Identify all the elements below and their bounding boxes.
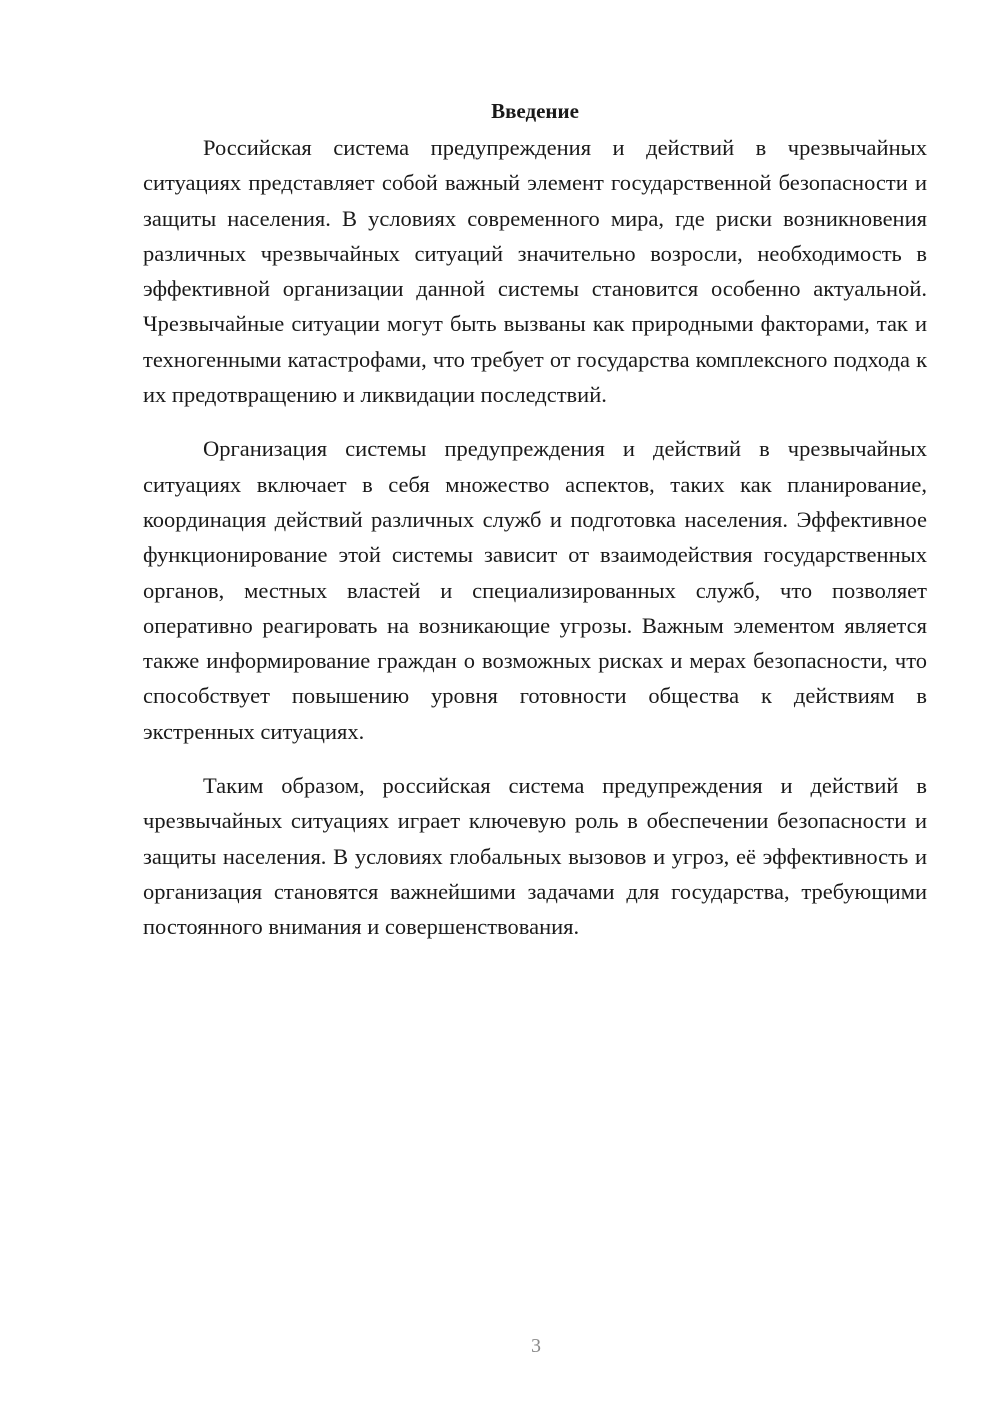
section-heading: Введение (491, 99, 579, 123)
paragraph-3: Таким образом, российская система предупреждения и действий в чрезвычайных ситуациях играет ключевую роль в обеспечении безопасности и защиты населения. В условиях глобальных вызовов и угроз, её эффективность и организация становятся важнейшими задачами для государства, требующими постоянного внимания и совершенствования. (143, 773, 927, 940)
paragraph-1: Российская система предупреждения и действий в чрезвычайных ситуациях представляет собой важный элемент государственной безопасности и защиты населения. В условиях современного мира, где риски возникновения различных чрезвычайных ситуаций значительно возросли, необходимость в эффективной организации данной системы становится особенно актуальной. Чрезвычайные ситуации могут быть вызваны как природными факторами, так и техногенными катастрофами, что требует от государства комплексного подхода к их предотвращению и ликвидации последствий. (143, 135, 927, 408)
page-number: 3 (531, 1335, 541, 1357)
page-content (143, 96, 927, 964)
paragraph-2: Организация системы предупреждения и действий в чрезвычайных ситуациях включает в себя множество аспектов, таких как планирование, координация действий различных служб и подготовка населения. Эффективное функционирование этой системы зависит от взаимодействия государственных органов, местных властей и специализированных служб, что позволяет оперативно реагировать на возникающие угрозы. Важным элементом является также информирование граждан о возможных рисках и мерах безопасности, что способствует повышению уровня готовности общества к действиям в экстренных ситуациях. (143, 436, 927, 744)
